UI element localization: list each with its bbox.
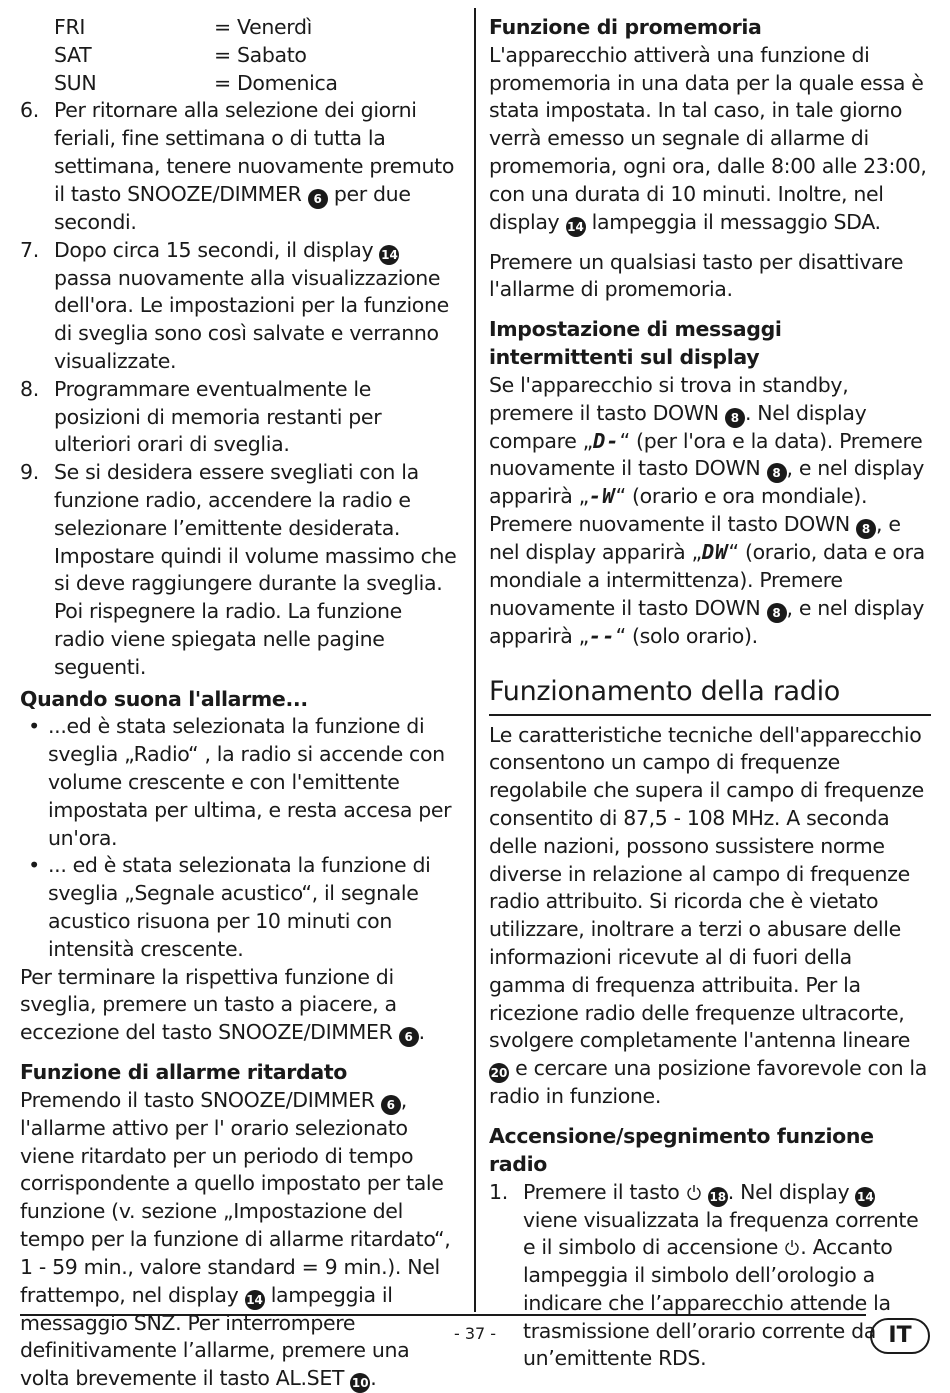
step-text [523,1179,931,1374]
paragraph-text: lampeggia il messaggio SDA. [585,209,881,234]
paragraph-text: Premendo il tasto SNOOZE/DIMMER [20,1087,375,1112]
day-key: FRI [54,15,86,39]
power-icon [784,1239,800,1255]
power-heading: Accensione/spegnimento funzione radio [489,1123,874,1176]
day-value: = Domenica [214,70,338,95]
day-key: SUN [54,70,97,95]
paragraph-text: , e nel display apparirà „ [489,456,925,509]
step-item [20,376,458,459]
terminate-paragraph [20,964,458,1048]
bullet-dot: • [28,714,40,739]
ref-badge: 14 [855,1187,875,1207]
ref-badge: 6 [399,1027,419,1047]
radio-paragraph [489,722,931,1111]
paragraph-text: “ (orario e ora mondiale). Premere nuovamente il tasto DOWN [489,484,868,537]
day-row [54,42,458,70]
ref-badge: 6 [308,189,328,209]
paragraph-text: Per terminare la rispettiva funzione di sveglia, premere un tasto a piacere, a eccezione del tasto SNOOZE/DIMMER [20,964,397,1045]
paragraph-text: Premere il tasto [523,1179,680,1204]
step-list [20,97,458,681]
bullet-list [20,713,458,963]
step-text-part: Per ritornare alla selezione dei giorni feriali, fine settimana o di tutta la settimana, tenere nuovamente premuto il tasto SNOOZE/DIMMER [54,98,455,206]
ref-badge: 8 [856,519,876,539]
left-column [20,14,458,1393]
step-item [20,237,458,376]
paragraph-text: Le caratteristiche tecniche dell'apparecchio consentono un campo di frequenze regolabile che supera il campo di frequenze consentito di 87,5 - 108 MHz. A seconda delle nazioni, possono sussistere norme diverse in relazione al campo di frequenze radio attribuito. Si ricorda che è vietato utilizzare, inoltrare a terzi o abusare delle informazioni ricevute al di fuori della gamma di frequenza attribuita. Per la ricezione radio delle frequenze ultracorte, svolgere completamente l'antenna lineare [489,722,924,1053]
bullet-dot: • [28,853,40,878]
bullet-text: ... ed è stata selezionata la funzione di sveglia „Segnale acustico“, il segnale acustico risuona per 10 minuti con intensità crescente. [48,853,431,961]
column-divider [474,8,476,1312]
step-item [20,459,458,681]
alarm-heading: Quando suona l'allarme... [20,686,308,711]
reminder-off-paragraph: Premere un qualsiasi tasto per disattivare l'allarme di promemoria. [489,249,904,302]
paragraph-text: “ (orario, data e ora mondiale a intermittenza). Premere nuovamente il tasto DOWN [489,540,925,620]
step-number: 7. [20,237,39,262]
ref-badge: 6 [381,1095,401,1115]
paragraph-text: . Accanto lampeggia il simbolo dell’orologio a indicare che l’apparecchio attende la trasmissione dell’orario corrente da un’emittente RDS. [523,1235,893,1371]
page-number: - 37 - [453,1324,497,1343]
lcd-symbol: D- [592,428,620,453]
display-messages-heading: Impostazione di messaggi intermittenti sul display [489,317,782,369]
section-title-wrap [489,675,931,716]
language-badge: IT [870,1318,930,1354]
snooze-heading: Funzione di allarme ritardato [20,1060,348,1085]
step-number: 9. [20,460,39,485]
ref-badge: 14 [566,217,586,237]
ref-badge: 8 [725,408,745,428]
right-column [489,14,931,1373]
step-text: Se si desidera essere svegliati con la funzione radio, accendere la radio e selezionare l’emittente desiderata. Impostare quindi il volume massimo che si deve raggiungere durante la sveglia. Poi rispegnere la radio. La funzione radio viene spiegata nelle pagine seguenti. [54,460,457,679]
step-text: Programmare eventualmente le posizioni di memoria restanti per ulteriori orari di sveglia. [54,376,382,457]
paragraph-text: , e nel display apparirà „ [489,512,901,565]
paragraph-text: Se l'apparecchio si trova in standby, premere il tasto DOWN [489,372,849,425]
paragraph-text: . [418,1020,425,1045]
paragraph-text: e cercare una posizione favorevole con la radio in funzione. [489,1056,927,1109]
step-text-part: passa nuovamente alla visualizzazione dell'ora. Le impostazioni per la funzione di sveglia sono così salvate e verranno visualizzate. [54,265,449,373]
bullet-text: ...ed è stata selezionata la funzione di sveglia „Radio“ , la radio si accende con volume crescente e con l'emittente impostata per ultima, e resta accesa per un'ora. [48,714,452,850]
display-messages-paragraph [489,372,931,651]
paragraph-text: lampeggia il messaggio SNZ. Per interrompere definitivamente l’allarme, premere una volta brevemente il tasto AL.SET [20,1282,410,1391]
reminder-paragraph [489,42,931,237]
step-number: 6. [20,98,39,123]
paragraph-text: viene visualizzata la frequenza corrente e il simbolo di accensione [523,1207,919,1260]
ref-badge: 20 [489,1063,509,1083]
reminder-heading: Funzione di promemoria [489,15,762,39]
step-number: 1. [489,1179,508,1204]
snooze-paragraph [20,1087,458,1393]
lcd-symbol: DW [701,540,729,565]
power-icon [686,1184,702,1200]
ref-badge: 18 [708,1187,728,1207]
day-key: SAT [54,42,92,67]
ref-badge: 8 [767,603,787,623]
bullet-item [20,713,458,852]
footer-rule [20,1314,866,1316]
day-value: = Venerdì [214,15,312,39]
ref-badge: 14 [379,245,399,265]
step-item [20,97,458,236]
paragraph-text: “ (solo orario). [615,623,758,648]
ref-badge: 14 [245,1290,265,1310]
day-row [54,14,458,42]
day-list [20,14,458,97]
paragraph-text: “ (per l'ora e la data). Premere nuovamente il tasto DOWN [489,428,923,481]
step-text [54,237,458,376]
paragraph-text: . [370,1366,377,1391]
paragraph-text: L'apparecchio attiverà una funzione di promemoria in una data per la quale essa è stata impostata. In tal caso, in tale giorno verrà emesso un segnale di allarme di promemoria, ogni ora, dalle 8:00 alle 23:00, con una durata di 10 minuti. Inoltre, nel display [489,42,927,234]
ref-badge: 10 [350,1373,370,1393]
step-item [489,1179,931,1374]
day-row [54,70,458,98]
radio-section-title: Funzionamento della radio [489,675,841,707]
paragraph-text: . Nel display [727,1179,850,1204]
step-text-part: per due secondi. [54,181,411,234]
paragraph-text: . Nel display compare „ [489,400,867,453]
paragraph-text: , l'allarme attivo per l' orario selezionato viene ritardato per un periodo di tempo corrispondente a quello impostato per tale funzione (v. sezione „Impostazione del tempo per la funzione di allarme ritardato“, 1 - 59 min., valore standard = 9 min.). Nel frattempo, nel display [20,1087,451,1307]
ref-badge: 8 [767,463,787,483]
step-text [54,97,458,236]
bullet-item [20,852,458,963]
step-text-part: Dopo circa 15 secondi, il display [54,237,374,262]
lcd-symbol: -W [588,484,616,509]
paragraph-text: , e nel display apparirà „ [489,595,925,648]
day-value: = Sabato [214,42,307,67]
lcd-symbol: -- [588,623,616,648]
step-number: 8. [20,376,39,401]
